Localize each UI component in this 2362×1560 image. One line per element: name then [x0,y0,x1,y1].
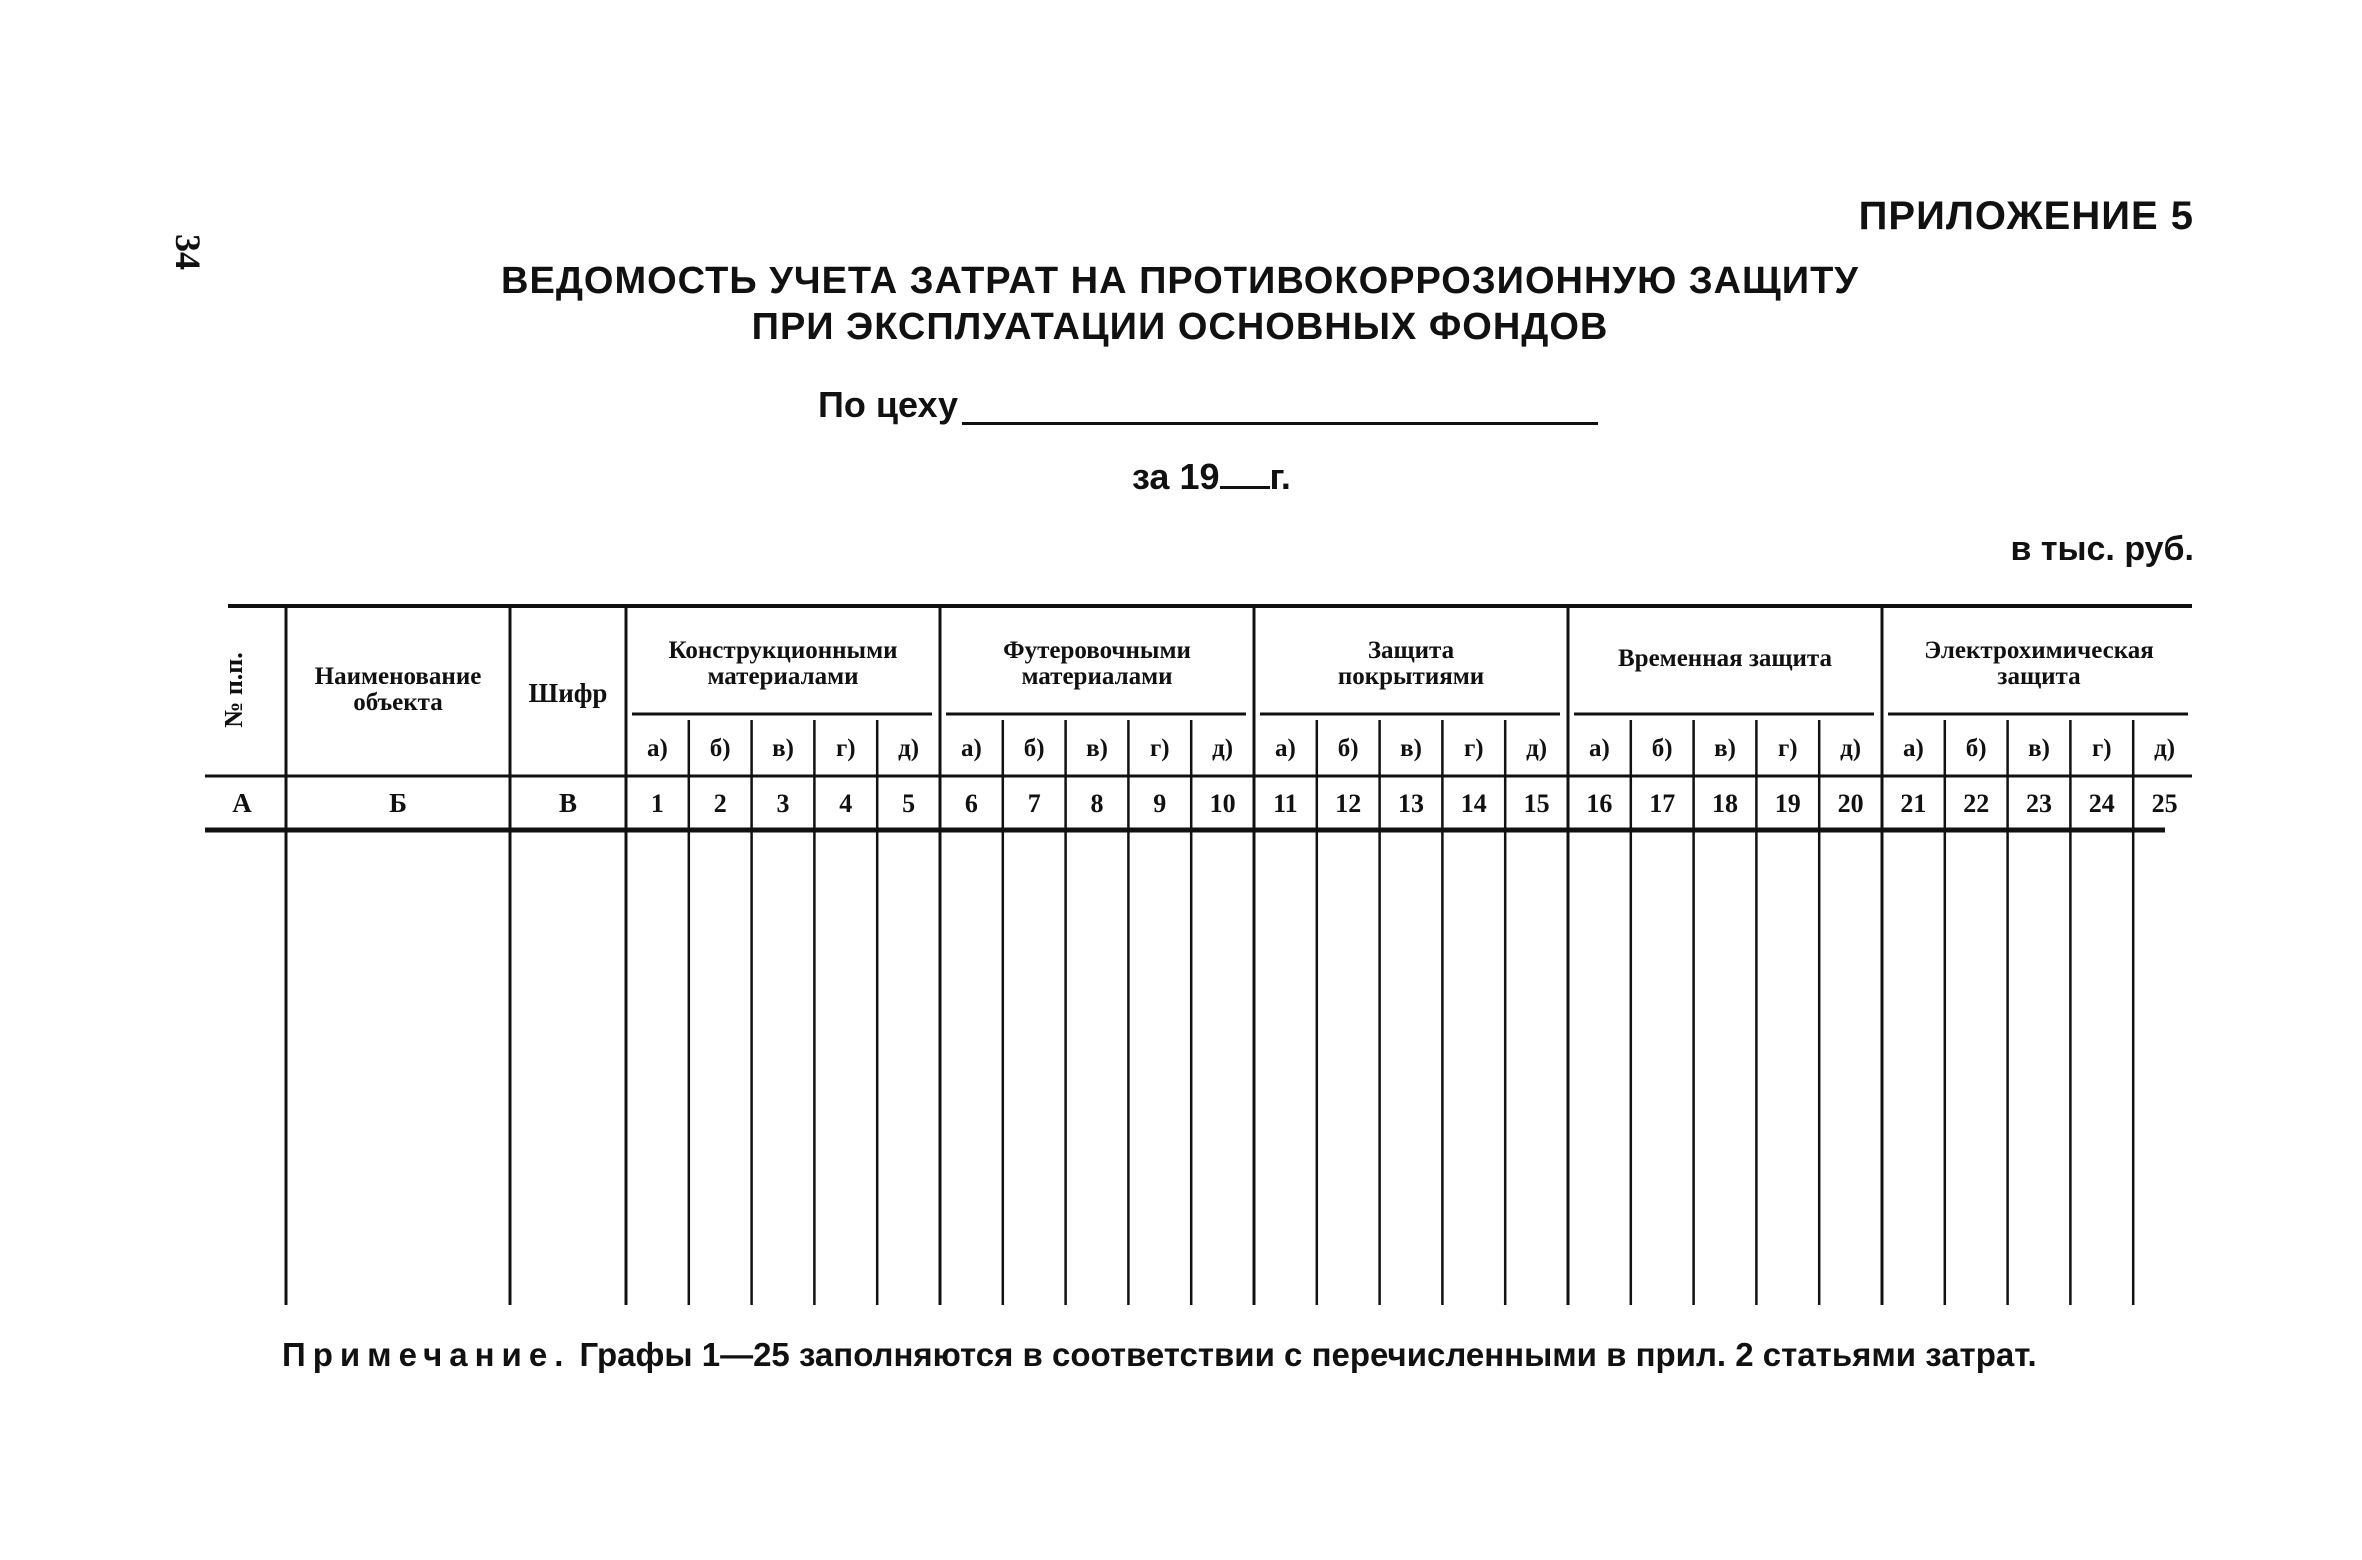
note [282,1336,2037,1374]
page-number: 34 [168,234,208,270]
column-number: 4 [839,789,853,818]
sub-column-label: а) [1274,735,1296,762]
sub-column-label: б) [1023,735,1045,762]
group-header-label: Конструкционными [668,637,898,664]
column-number: 2 [713,789,727,818]
column-number: 13 [1398,789,1424,818]
column-number: 16 [1586,789,1613,818]
sub-column-label: д) [1840,735,1862,762]
column-number: 18 [1712,789,1738,818]
sub-column-label: а) [960,735,982,762]
note-label: Примечание. [282,1336,571,1373]
column-number: 25 [2151,789,2178,818]
appendix-label: ПРИЛОЖЕНИЕ 5 [1858,194,2194,238]
sub-column-label: в) [1400,735,1422,762]
column-number: 6 [964,789,978,818]
sub-column-label: г) [2091,735,2112,762]
sub-column-label: д) [1526,735,1548,762]
column-number: 22 [1963,789,1990,818]
workshop-label: По цеху [818,384,959,425]
column-header-code: Шифр [528,678,608,708]
title-line-2: ПРИ ЭКСПЛУАТАЦИИ ОСНОВНЫХ ФОНДОВ [751,306,1609,348]
column-number: 12 [1335,789,1362,818]
group-header-label: Электрохимическая [1924,637,2154,664]
group-header-label: Защита [1367,637,1455,664]
column-number: 5 [902,789,916,818]
column-number: 1 [650,789,664,818]
column-header-name: объекта [353,689,443,716]
column-number: 19 [1774,789,1801,818]
table-grid-lines [205,606,2192,1305]
column-code: В [558,788,578,818]
sub-column-label: а) [1902,735,1924,762]
sub-column-label: д) [1212,735,1234,762]
sub-column-label: в) [772,735,794,762]
column-number: 24 [2088,789,2115,818]
column-code: Б [389,788,407,818]
sub-column-label: в) [1086,735,1108,762]
sub-column-label: а) [1588,735,1610,762]
sub-column-label: г) [1149,735,1170,762]
table-header-text [219,637,2178,818]
group-header-label: материалами [707,663,859,690]
sub-column-label: г) [835,735,856,762]
sub-column-label: д) [2154,735,2176,762]
sub-column-label: б) [1965,735,1987,762]
sub-column-label: г) [1777,735,1798,762]
group-header-label: Временная защита [1617,645,1833,672]
column-header-name: Наименование [314,663,482,690]
group-header-label: защита [1997,663,2081,690]
column-number: 9 [1153,789,1167,818]
period-prefix: за 19 [1132,456,1220,497]
sub-column-label: в) [2028,735,2050,762]
period-suffix: г. [1269,456,1291,497]
group-header-label: покрытиями [1337,663,1485,690]
sub-column-label: а) [646,735,668,762]
column-header-number: № п.п. [219,652,248,728]
sub-column-label: в) [1714,735,1736,762]
column-number: 8 [1090,789,1104,818]
column-number: 10 [1209,789,1236,818]
sub-column-label: д) [898,735,920,762]
column-number: 3 [776,789,790,818]
column-number: 15 [1523,789,1550,818]
group-header-label: Футеровочными [1003,637,1191,664]
column-number: 14 [1460,789,1487,818]
column-number: 11 [1273,789,1298,818]
title-line-1: ВЕДОМОСТЬ УЧЕТА ЗАТРАТ НА ПРОТИВОКОРРОЗИОННУЮ ЗАЩИТУ [501,260,1859,302]
sub-column-label: б) [1651,735,1673,762]
column-number: 17 [1649,789,1676,818]
sub-column-label: г) [1463,735,1484,762]
column-number: 23 [2026,789,2052,818]
column-number: 7 [1027,789,1041,818]
column-number: 20 [1837,789,1864,818]
units-label: в тыс. руб. [2010,530,2194,568]
group-header-label: материалами [1021,663,1173,690]
sub-column-label: б) [1337,735,1359,762]
note-text: Графы 1—25 заполняются в соответствии с перечисленными в прил. 2 статьями затрат. [579,1336,2037,1373]
column-number: 21 [1900,789,1927,818]
column-code: А [232,788,252,818]
sub-column-label: б) [709,735,731,762]
